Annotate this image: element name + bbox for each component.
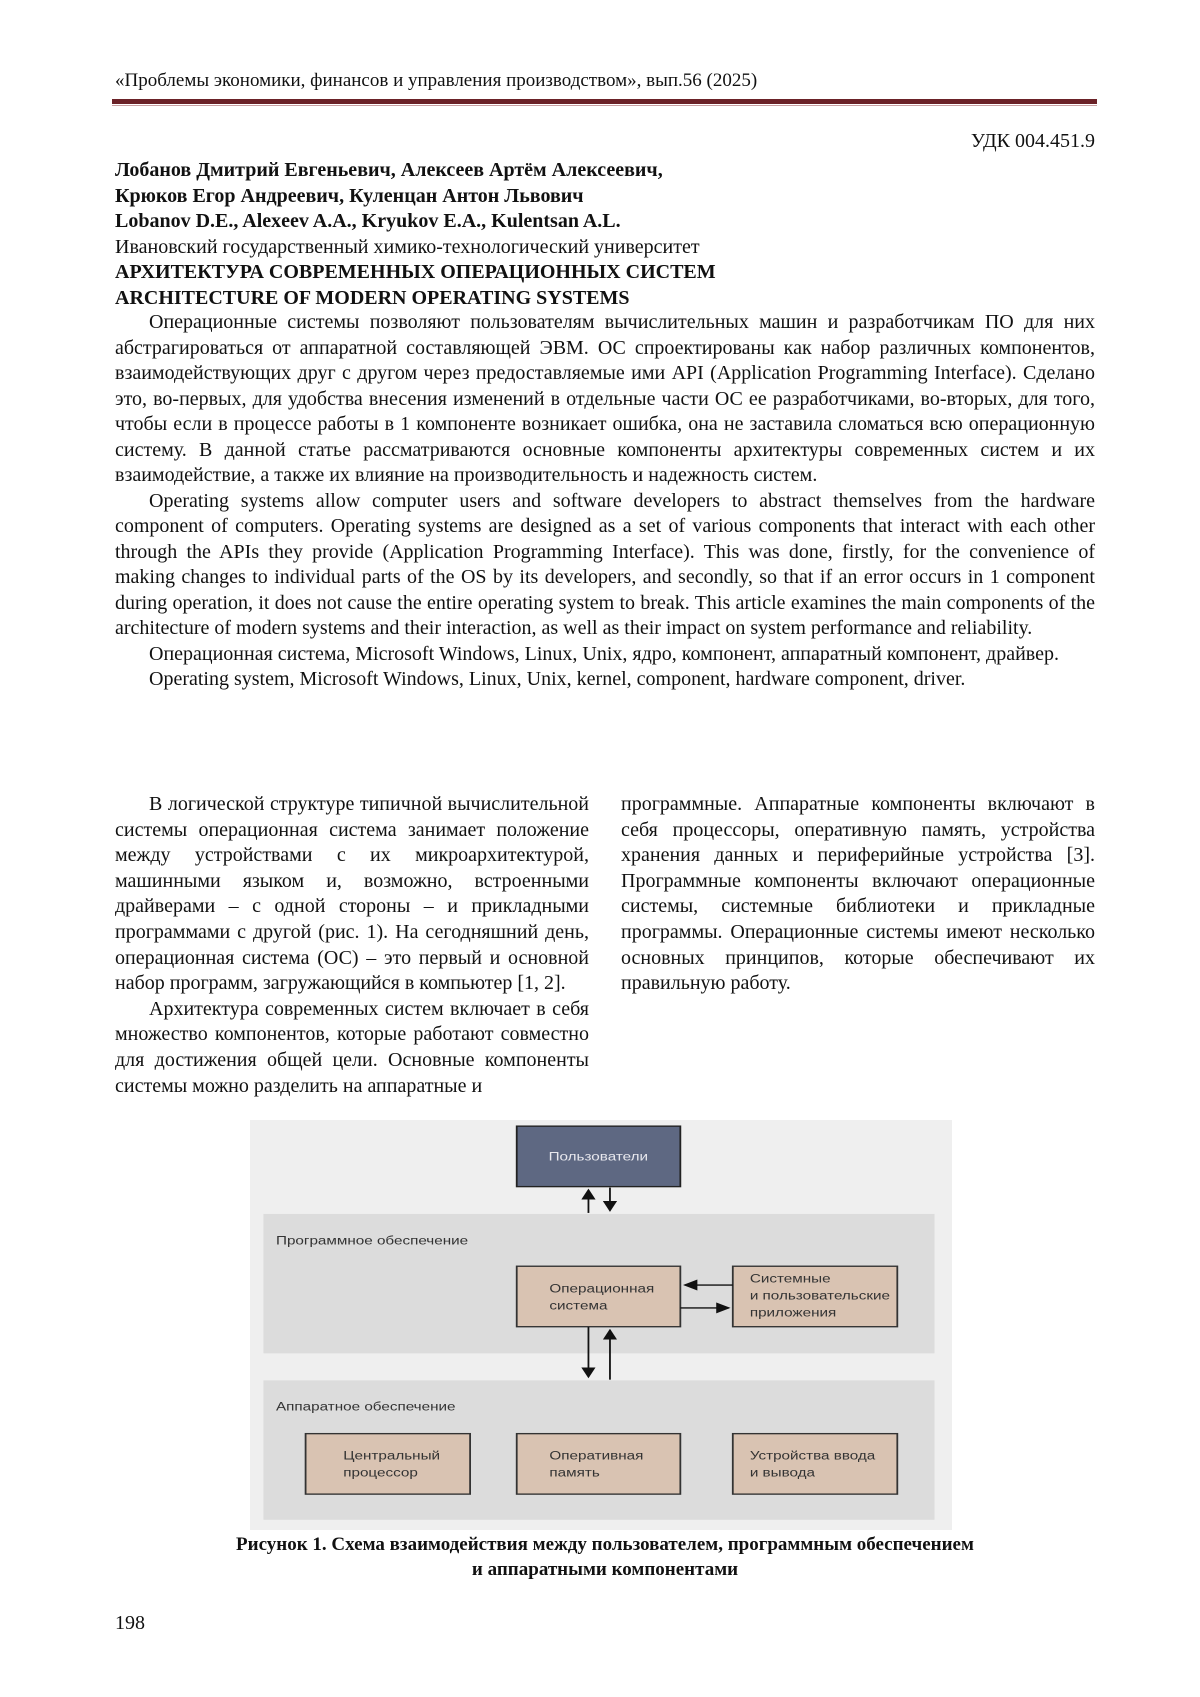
- header-rule-thin: [112, 105, 1097, 106]
- caption-line: Рисунок 1. Схема взаимодействия между пользователем, программным обеспечением: [236, 1534, 974, 1555]
- page-number: 198: [115, 1612, 145, 1634]
- cpu-box: [306, 1434, 471, 1494]
- column-right: [621, 792, 1095, 1099]
- keywords-en: Operating system, Microsoft Windows, Linux, Unix, kernel, component, hardware component, driver.: [149, 668, 966, 690]
- body-columns: [115, 792, 1095, 1099]
- caption-line: и аппаратными компонентами: [471, 1559, 739, 1580]
- abstract-en: Operating systems allow computer users and software developers to abstract themselves from the hardware component of computers. Operating systems are designed as a set of various components that interact with each other through the APIs they provide (Application Programming Interface). This was done, firstly, for the convenience of making changes to individual parts of the OS by its developers, and secondly, so that if an error occurs in 1 component during operation, it does not cause the entire operating system to break. This article examines the main components of the architecture of modern systems and their interaction, as well as their impact on system performance and reliability.: [115, 489, 1095, 639]
- users-label: Пользователи: [548, 1150, 649, 1163]
- os-label: Операционная: [549, 1282, 655, 1296]
- abstract-ru: Операционные системы позволяют пользователям вычислительных машин и разработчикам ПО для них абстрагироваться от аппаратной составляющей ЭВМ. ОС спроектированы как набор различных компонентов, взаимодействующих друг с другом через предоставляемые ими API (Application Programming Interface). Сделано это, во-первых, для удобства внесения изменений в отдельные части ОС ее разработчиками, во-вторых, для того, чтобы если в процессе работы в 1 компоненте возникает ошибка, она не заставила сломаться всю операционную систему. В данной статье рассматриваются основные компоненты архитектуры современных систем и их взаимодействие, а также их влияние на производительность и надежность систем.: [115, 311, 1095, 486]
- column-left: [115, 792, 589, 1099]
- ram-box: [517, 1434, 681, 1494]
- apps-label: Системные: [749, 1272, 831, 1285]
- cpu-label: процессор: [343, 1466, 418, 1479]
- running-header: «Проблемы экономики, финансов и управления производством», вып.56 (2025): [115, 70, 758, 91]
- io-label: Устройства ввода: [749, 1448, 876, 1462]
- title-ru: АРХИТЕКТУРА СОВРЕМЕННЫХ ОПЕРАЦИОННЫХ СИСТЕМ: [115, 261, 716, 283]
- authors-ru: Лобанов Дмитрий Евгеньевич, Алексеев Артём Алексеевич,: [115, 159, 663, 181]
- figure-diagram: [250, 1120, 952, 1530]
- ram-label: Оперативная: [549, 1448, 644, 1462]
- cpu-label: Центральный: [343, 1448, 441, 1462]
- os-label: система: [549, 1299, 608, 1313]
- apps-label: приложения: [749, 1306, 837, 1320]
- udk-code: УДК 004.451.9: [970, 130, 1095, 152]
- body-paragraph-continued: программные. Аппаратные компоненты включают в себя процессоры, оперативную память, устройства хранения данных и периферийные устройства [3]. Программные компоненты включают операционные системы, системные библиотеки и прикладные программы. Операционные системы имеют несколько основных принципов, которые обеспечивают их правильную работу.: [621, 793, 1095, 995]
- apps-label: и пользовательские: [749, 1289, 891, 1302]
- software-label: Программное обеспечение: [276, 1234, 469, 1248]
- figure-caption: [115, 1532, 1095, 1582]
- authors-ru: Крюков Егор Андреевич, Куленцан Антон Львович: [115, 184, 584, 207]
- os-box: [517, 1266, 681, 1326]
- hardware-label: Аппаратное обеспечение: [276, 1400, 456, 1413]
- io-box: [733, 1434, 898, 1494]
- ram-label: память: [549, 1466, 600, 1479]
- keywords-ru: Операционная система, Microsoft Windows, Linux, Unix, ядро, компонент, аппаратный компонент, драйвер.: [149, 642, 1059, 665]
- article-heading: [115, 158, 1100, 311]
- body-paragraph: Архитектура современных систем включает в себя множество компонентов, которые работают совместно для достижения общей цели. Основные компоненты системы можно разделить на аппаратные и: [115, 997, 589, 1097]
- body-paragraph: В логической структуре типичной вычислительной системы операционная система занимает положение между устройствами с их микроархитектурой, машинными языком и, возможно, встроенными драйверами – с одной стороны – и прикладными программами с другой (рис. 1). На сегодняшний день, операционная система (ОС) – это первый и основной набор программ, загружающийся в компьютер [1, 2].: [115, 793, 589, 995]
- title-en: ARCHITECTURE OF MODERN OPERATING SYSTEMS: [115, 286, 630, 309]
- header-rule: [112, 99, 1097, 104]
- io-label: и вывода: [749, 1466, 816, 1479]
- authors-en: Lobanov D.E., Alexeev A.A., Kryukov E.A., Kulentsan A.L.: [115, 210, 621, 232]
- abstract: [115, 310, 1095, 693]
- affiliation: Ивановский государственный химико-технологический университет: [115, 235, 700, 258]
